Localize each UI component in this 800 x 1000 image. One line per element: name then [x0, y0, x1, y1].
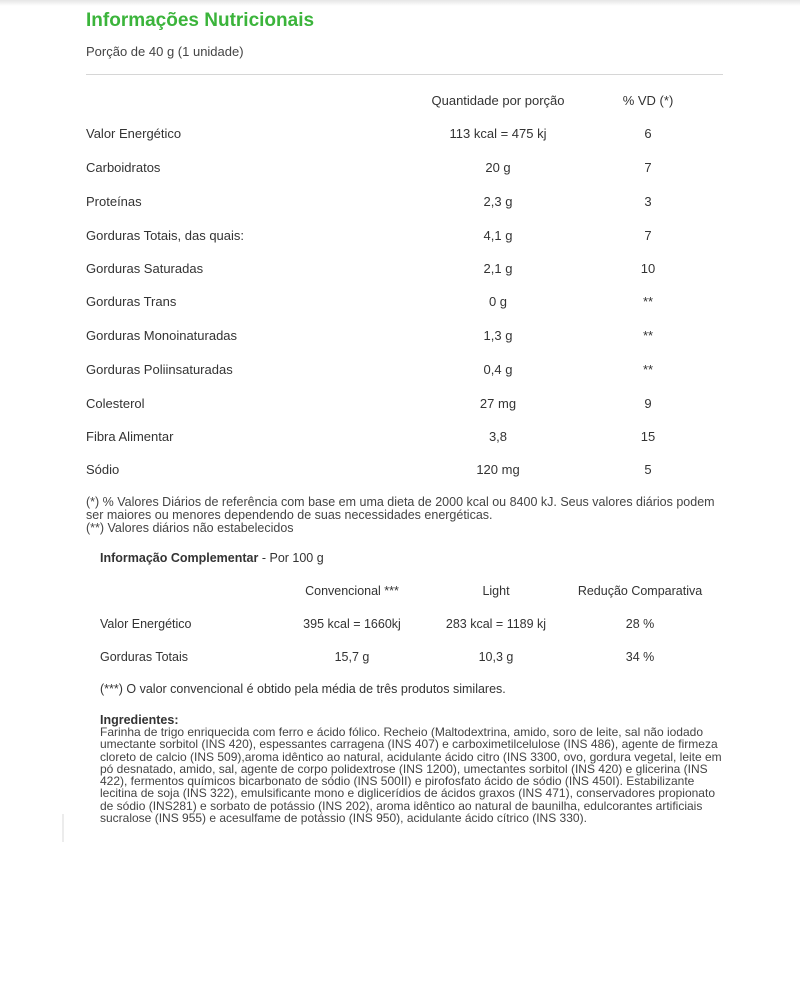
- table-row: [0, 429, 800, 449]
- table-row: [0, 362, 800, 382]
- comp-nutrient-name: Valor Energético: [100, 617, 192, 631]
- column-header-conventional: Convencional ***: [305, 584, 399, 598]
- nutrient-dv: 7: [644, 228, 652, 243]
- nutrient-name: Sódio: [86, 462, 120, 477]
- column-header-dv: % VD (*): [622, 93, 674, 108]
- not-established-footnote: (**) Valores diários não estabelecidos: [86, 521, 294, 535]
- nutrient-name: Gorduras Trans: [86, 294, 177, 309]
- comp-conventional: 395 kcal = 1660kj: [303, 617, 401, 631]
- nutrient-name: Fibra Alimentar: [86, 429, 174, 444]
- table-row: [0, 160, 800, 180]
- complementary-title-rest: - Por 100 g: [258, 551, 324, 565]
- nutrient-name: Carboidratos: [86, 160, 161, 175]
- table-row: [0, 462, 800, 482]
- table-row: [0, 126, 800, 146]
- nutrient-name: Gorduras Totais, das quais:: [86, 228, 245, 243]
- nutrient-name: Valor Energético: [86, 126, 182, 141]
- nutrient-name: Gorduras Saturadas: [86, 261, 204, 276]
- nutrient-name: Gorduras Poliinsaturadas: [86, 362, 233, 377]
- nutrient-name: Colesterol: [86, 396, 145, 411]
- nutrient-dv: 6: [644, 126, 652, 141]
- left-edge-mark: [62, 814, 64, 842]
- nutrient-dv: 10: [640, 261, 656, 276]
- nutrient-name: Proteínas: [86, 194, 142, 209]
- table-row: [0, 328, 800, 348]
- table-row: [0, 294, 800, 314]
- complementary-title: [100, 551, 324, 565]
- nutrient-dv: **: [642, 328, 654, 343]
- nutrient-dv: **: [642, 362, 654, 377]
- nutrient-amount: 20 g: [485, 160, 511, 175]
- table-row: [0, 396, 800, 416]
- nutrient-amount: 2,3 g: [483, 194, 513, 209]
- top-shadow: [0, 0, 800, 6]
- nutrient-dv: **: [642, 294, 654, 309]
- ingredients-title: Ingredientes:: [100, 713, 179, 727]
- portion-label: Porção de 40 g (1 unidade): [86, 44, 244, 59]
- nutrient-amount: 27 mg: [479, 396, 517, 411]
- footnotes: [86, 496, 726, 535]
- ingredients-text: Farinha de trigo enriquecida com ferro e ácido fólico. Recheio (Maltodextrina, amido, soro de leite, sal não iodado umectante sorbitol (INS 420), espessantes carragena (INS 407) e carboximetilcelulose (INS 486), agente de firmeza cloreto de calcio (INS 509),aroma idêntico ao natural, acidulante ácido citro (INS 3300, ovo, gordura vegetal, leite em pó desnatado, amido, sal, agente de corpo polidextrose (INS 1200), umectantes sorbitol (INS 420) e glicerina (INS 422), fermentos químicos bicarbonato de sódio (INS 500II) e pirofosfato ácido de sódio (INS 450I). Estabilizante lecitina de soja (INS 322), emulsificante mono e diglicerídios de ácidos graxos (INS 471), conservadores propionato de sódio (INS281) e sorbato de potássio (INS 202), aroma idêntico ao natural de baunilha, edulcorantes artificiais sucralose (INS 955) e acesulfame de potássio (INS 950), acidulante ácido cítrico (INS 330).: [100, 725, 722, 826]
- nutrient-amount: 0 g: [488, 294, 508, 309]
- nutrient-dv: 5: [644, 462, 652, 477]
- nutrient-amount: 3,8: [488, 429, 508, 444]
- complementary-header-row: [0, 584, 800, 604]
- nutrient-amount: 2,1 g: [483, 261, 513, 276]
- table-row: [0, 261, 800, 281]
- nutrient-dv: 3: [644, 194, 652, 209]
- table-row: [0, 228, 800, 248]
- nutrient-dv: 7: [644, 160, 652, 175]
- nutrient-name: Gorduras Monoinaturadas: [86, 328, 238, 343]
- column-header-reduction: Redução Comparativa: [577, 584, 703, 598]
- table-row: [0, 617, 800, 637]
- dv-footnote: (*) % Valores Diários de referência com base em uma dieta de 2000 kcal ou 8400 kJ. Seus valores diários podem ser maiores ou menores dependendo de suas necessidades energéticas.: [86, 495, 715, 522]
- comp-reduction: 34 %: [625, 650, 655, 664]
- comp-light: 10,3 g: [478, 650, 514, 664]
- conventional-note: (***) O valor convencional é obtido pela média de três produtos similares.: [100, 682, 506, 696]
- complementary-title-bold: Informação Complementar: [100, 551, 259, 565]
- table-row: [0, 650, 800, 670]
- column-header-light: Light: [482, 584, 510, 598]
- comp-reduction: 28 %: [625, 617, 655, 631]
- page-title: Informações Nutricionais: [86, 10, 315, 31]
- divider: [86, 74, 723, 75]
- comp-conventional: 15,7 g: [334, 650, 370, 664]
- nutrient-amount: 4,1 g: [483, 228, 513, 243]
- nutrient-amount: 120 mg: [476, 462, 520, 477]
- nutrient-dv: 9: [644, 396, 652, 411]
- nutrient-amount: 1,3 g: [483, 328, 513, 343]
- nutrient-amount: 0,4 g: [483, 362, 513, 377]
- comp-nutrient-name: Gorduras Totais: [100, 650, 189, 664]
- comp-light: 283 kcal = 1189 kj: [445, 617, 547, 631]
- nutrient-dv: 15: [640, 429, 656, 444]
- column-header-amount: Quantidade por porção: [431, 93, 565, 108]
- table-row: [0, 194, 800, 214]
- nutrient-amount: 113 kcal = 475 kj: [449, 126, 547, 141]
